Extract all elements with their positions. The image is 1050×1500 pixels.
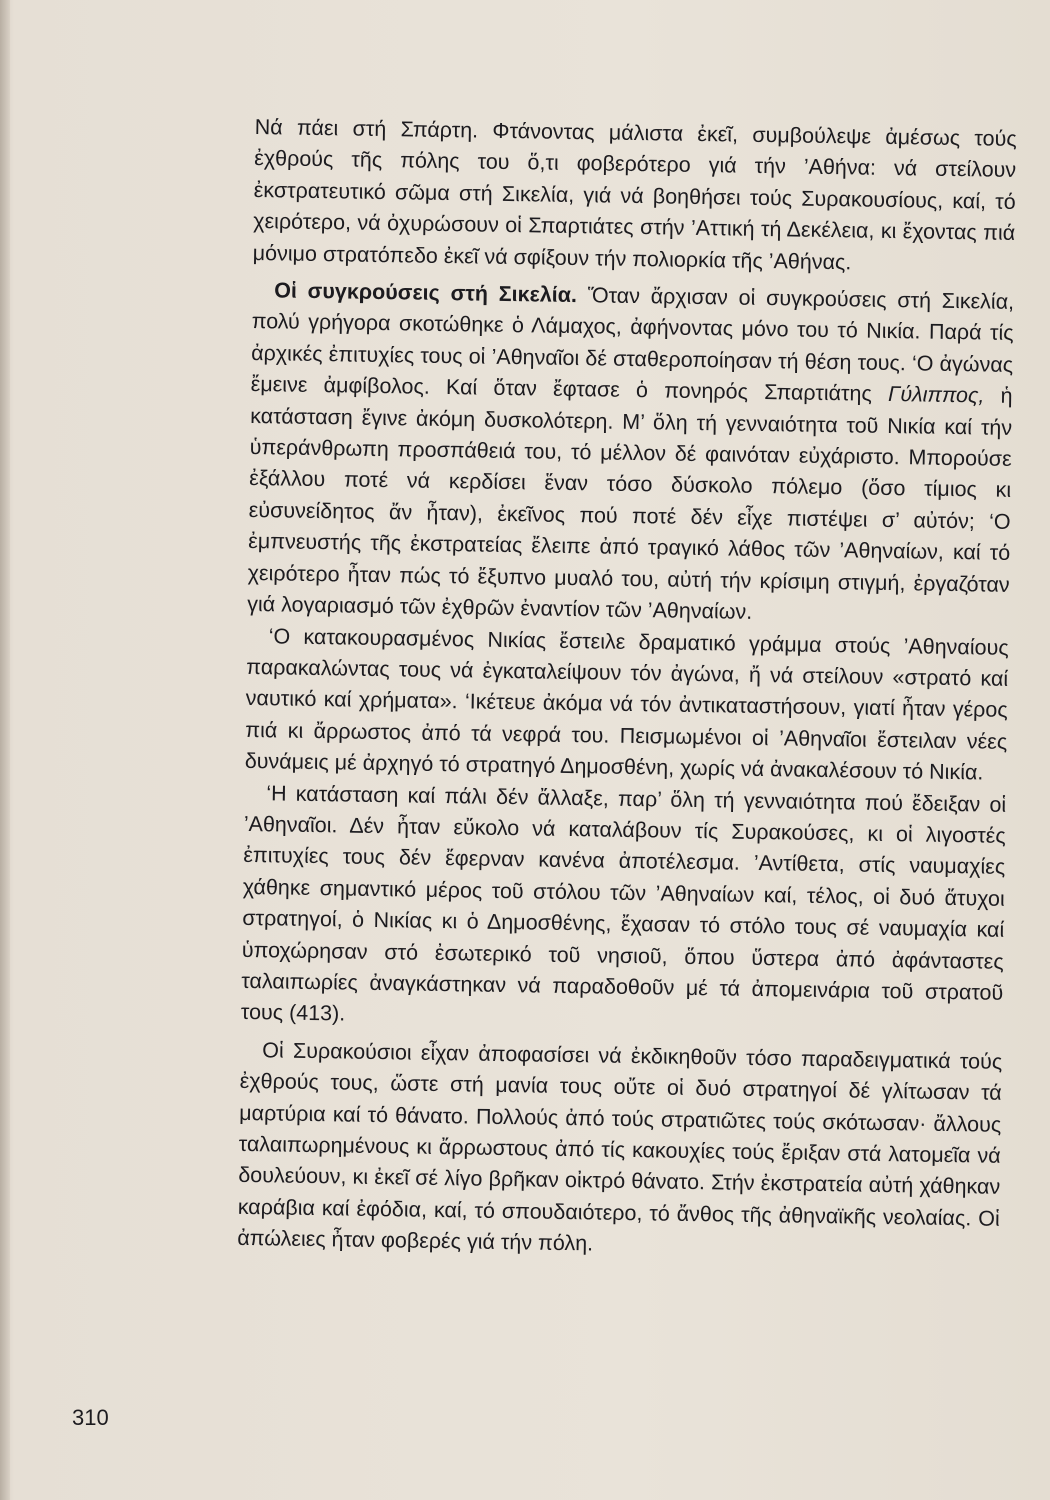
paragraph-2 bbox=[247, 275, 1014, 632]
paragraph-5: Οἱ Συρακούσιοι εἶχαν ἀποφασίσει νά ἐκδικηθοῦν τόσο παραδειγματικά τούς ἐχθρούς τους, ὥστε στή μανία τους οὔτε οἱ δυό στρατηγοί δέ γλίτωσαν τά μαρτύρια καί τό θάνατο. Πολλούς ἀπό τούς στρατιῶτες τούς σκότωσαν· ἄλλους ταλαιπωρημένους κι ἄρρωστους ἀπό τίς κακουχίες τούς ἔριξαν στά λατομεῖα νά δουλεύουν, κι ἐκεῖ σέ λίγο βρῆκαν οἰκτρό θάνατο. Στήν ἐκστρατεία αὐτή χάθηκαν καράβια καί ἐφόδια, καί, τό σπουδαιότερο, τό ἄνθος τῆς ἀθηναϊκῆς νεολαίας. Οἱ ἀπώλειες ἦταν φοβερές γιά τήν πόλη. bbox=[237, 1038, 1003, 1256]
page-spine-edge bbox=[0, 0, 10, 1500]
paragraph-2-text-a: Ὅταν ἄρχισαν οἱ συγκρούσεις στή Σικελία, πολύ γρήγορα σκοτώθηκε ὁ Λάμαχος, ἀφήνοντας μόνο του τό Νικία. Παρά τίς ἀρχικές ἐπιτυχίες τους οἱ ’Αθηναῖοι δέ σταθεροποίησαν τή θέση τους. ‘Ο ἀγώνας ἔμεινε ἀμφίβολος. Καί ὅταν ἔφτασε ὁ πονηρός Σπαρτιάτης bbox=[250, 283, 1015, 406]
paragraph-1: Νά πάει στή Σπάρτη. Φτάνοντας μάλιστα ἐκεῖ, συμβούλεψε ἀμέσως τούς ἐχθρούς τῆς πόλης του ὅ,τι φοβερότερο γιά τήν ’Αθήνα: νά στείλουν ἐκστρατευτικό σῶμα στή Σικελία, γιά νά βοηθήσει τούς Συρακουσίους, καί, τό χειρότερο, νά ὀχυρώσουν οἱ Σπαρτιάτες στήν ’Αττική τή Δεκέλεια, κι ἔχοντας πιά μόνιμο στρατόπεδο ἐκεῖ νά σφίξουν τήν πολιορκία τῆς ’Αθήνας. bbox=[252, 114, 1017, 275]
page-number: 310 bbox=[72, 1405, 109, 1430]
paragraph-4: ‘Η κατάσταση καί πάλι δέν ἄλλαξε, παρ’ ὅλη τή γενναιότητα πού ἔδειξαν οἱ ’Αθηναῖοι. Δέν ἦταν εὔκολο νά καταλάβουν τίς Συρακούσες, κι οἱ λιγοστές ἐπιτυχίες τους δέν ἔφερναν κανένα ἀποτέλεσμα. ’Αντίθετα, στίς ναυμαχίες χάθηκε σημαντικό μέρος τοῦ στόλου τῶν ’Αθηναίων καί, τέλος, οἱ δυό ἄτυχοι στρατηγοί, ὁ Νικίας κι ὁ Δημοσθένης, ἔχασαν τό στόλο τους σέ ναυμαχία καί ὑποχώρησαν στό ἐσωτερικό τοῦ νησιοῦ, ὅπου ὕστερα ἀπό ἀφάνταστες ταλαιπωρίες ἀναγκάστηκαν νά παραδοθοῦν μέ τά ἀπομεινάρια τοῦ στρατοῦ τους (413). bbox=[240, 780, 1007, 1026]
italic-name: Γύλιππος, bbox=[887, 382, 985, 408]
paragraph-3: ‘Ο κατακουρασμένος Νικίας ἔστειλε δραματικό γράμμα στούς ’Αθηναίους παρακαλώντας τους νά ἐγκαταλείψουν τόν ἀγώνα, ἤ νά στείλουν «στρατό καί ναυτικό καί χρήματα». ‘Ικέτευε ἀκόμα νά τόν ἀντικαταστήσουν, γιατί ἦταν γέρος πιά κι ἄρρωστος ἀπό τά νεφρά του. Πεισμωμένοι οἱ ’Αθηναῖοι ἔστειλαν νέες δυνάμεις μέ ἀρχηγό τό στρατηγό Δημοσθένη, χωρίς νά ἀνακαλέσουν τό Νικία. bbox=[244, 623, 1009, 785]
body-text bbox=[237, 112, 1017, 1266]
section-heading: Οἱ συγκρούσεις στή Σικελία. bbox=[274, 278, 578, 308]
paragraph-2-text-b: ἡ κατάσταση ἔγινε ἀκόμη δυσκολότερη. Μ’ ὅλη τή γενναιότητα τοῦ Νικία καί τήν ὑπεράνθρωπη προσπάθειά του, τό μέλλον δέ φαινόταν εὐχάριστο. Μπορούσε ἐξάλλου ποτέ νά κερδίσει ἕναν τόσο δύσκολο πόλεμο (ὅσο τίμιος κι εὐσυνείδητος ἄν ἦταν), ἐκεῖνος πού ποτέ δέν εἶχε πιστέψει σ’ αὐτόν; ‘Ο ἐμπνευστής τῆς ἐκστρατείας ἔλειπε ἀπό τραγικό λάθος τῶν ’Αθηναίων, καί τό χειρότερο ἦταν πώς τό ἔξυπνο μυαλό του, αὐτή τήν κρίσιμη στιγμή, ἐργαζόταν γιά λογαριασμό τῶν ἐχθρῶν ἐναντίον τῶν ’Αθηναίων. bbox=[247, 383, 1013, 624]
